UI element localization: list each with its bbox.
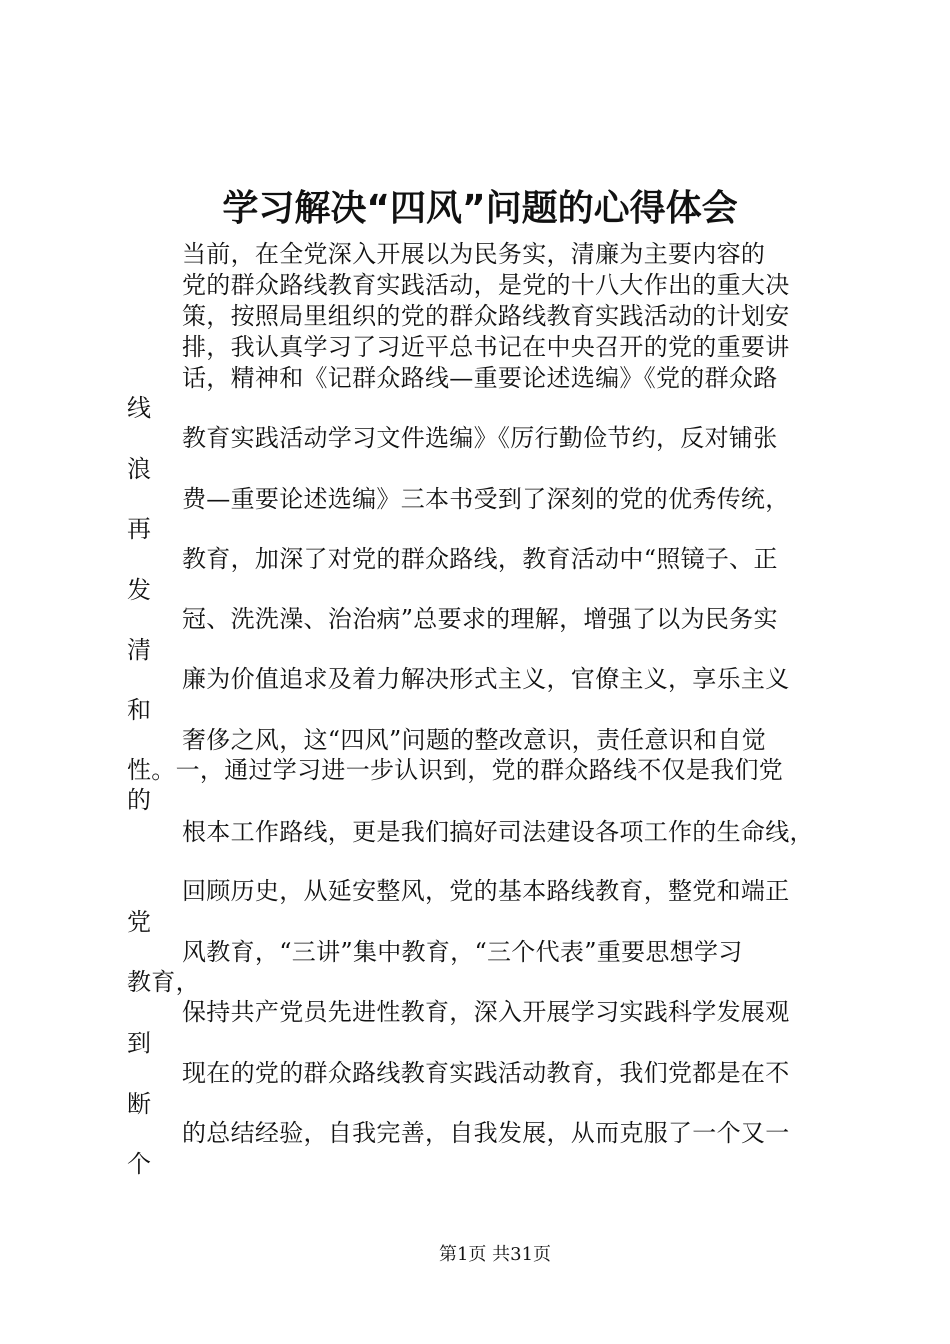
- body-line: 浪: [127, 455, 152, 483]
- body-line: 话，精神和《记群众路线—重要论述选编》《党的群众路: [182, 364, 778, 392]
- body-line: 当前，在全党深入开展以为民务实，清廉为主要内容的: [182, 240, 766, 268]
- body-line: 教育，: [127, 968, 200, 996]
- body-line: 的总结经验，自我完善，自我发展，从而克服了一个又一: [182, 1119, 790, 1147]
- body-line: 根本工作路线，更是我们搞好司法建设各项工作的生命线，: [182, 818, 814, 846]
- body-line: 和: [127, 696, 152, 724]
- body-line: 发: [127, 576, 152, 604]
- body-line: 排，我认真学习了习近平总书记在中央召开的党的重要讲: [182, 333, 790, 361]
- body-line: 党: [127, 908, 152, 936]
- body-line: 个: [127, 1150, 152, 1178]
- body-line: 教育，加深了对党的群众路线，教育活动中“照镜子、正: [182, 545, 778, 573]
- body-line: 费—重要论述选编》三本书受到了深刻的党的优秀传统，: [182, 485, 790, 513]
- body-line: 断: [127, 1090, 152, 1118]
- body-line: 性。一，通过学习进一步认识到，党的群众路线不仅是我们党: [127, 756, 784, 784]
- body-line: 奢侈之风，这“四风”问题的整改意识，责任意识和自觉: [182, 726, 767, 754]
- document-title: 学习解决“四风”问题的心得体会: [222, 188, 738, 229]
- body-line: 廉为价值追求及着力解决形式主义，官僚主义，享乐主义: [182, 665, 790, 693]
- body-line: 的: [127, 786, 152, 814]
- body-line: 策，按照局里组织的党的群众路线教育实践活动的计划安: [182, 302, 790, 330]
- body-line: 党的群众路线教育实践活动，是党的十八大作出的重大决: [182, 271, 790, 299]
- body-line: 到: [127, 1029, 152, 1057]
- body-line: 保持共产党员先进性教育，深入开展学习实践科学发展观: [182, 998, 790, 1026]
- body-line: 回顾历史，从延安整风，党的基本路线教育，整党和端正: [182, 877, 790, 905]
- body-line: 再: [127, 515, 152, 543]
- body-line: 线: [127, 394, 152, 422]
- body-line: 清: [127, 636, 152, 664]
- body-line: 教育实践活动学习文件选编》《厉行勤俭节约，反对铺张: [182, 424, 778, 452]
- page-number-footer: 第1页 共31页: [438, 1244, 552, 1265]
- body-line: 冠、洗洗澡、治治病”总要求的理解，增强了以为民务实: [182, 605, 778, 633]
- body-line: 风教育，“三讲”集中教育，“三个代表”重要思想学习: [182, 938, 743, 966]
- body-line: 现在的党的群众路线教育实践活动教育，我们党都是在不: [182, 1059, 790, 1087]
